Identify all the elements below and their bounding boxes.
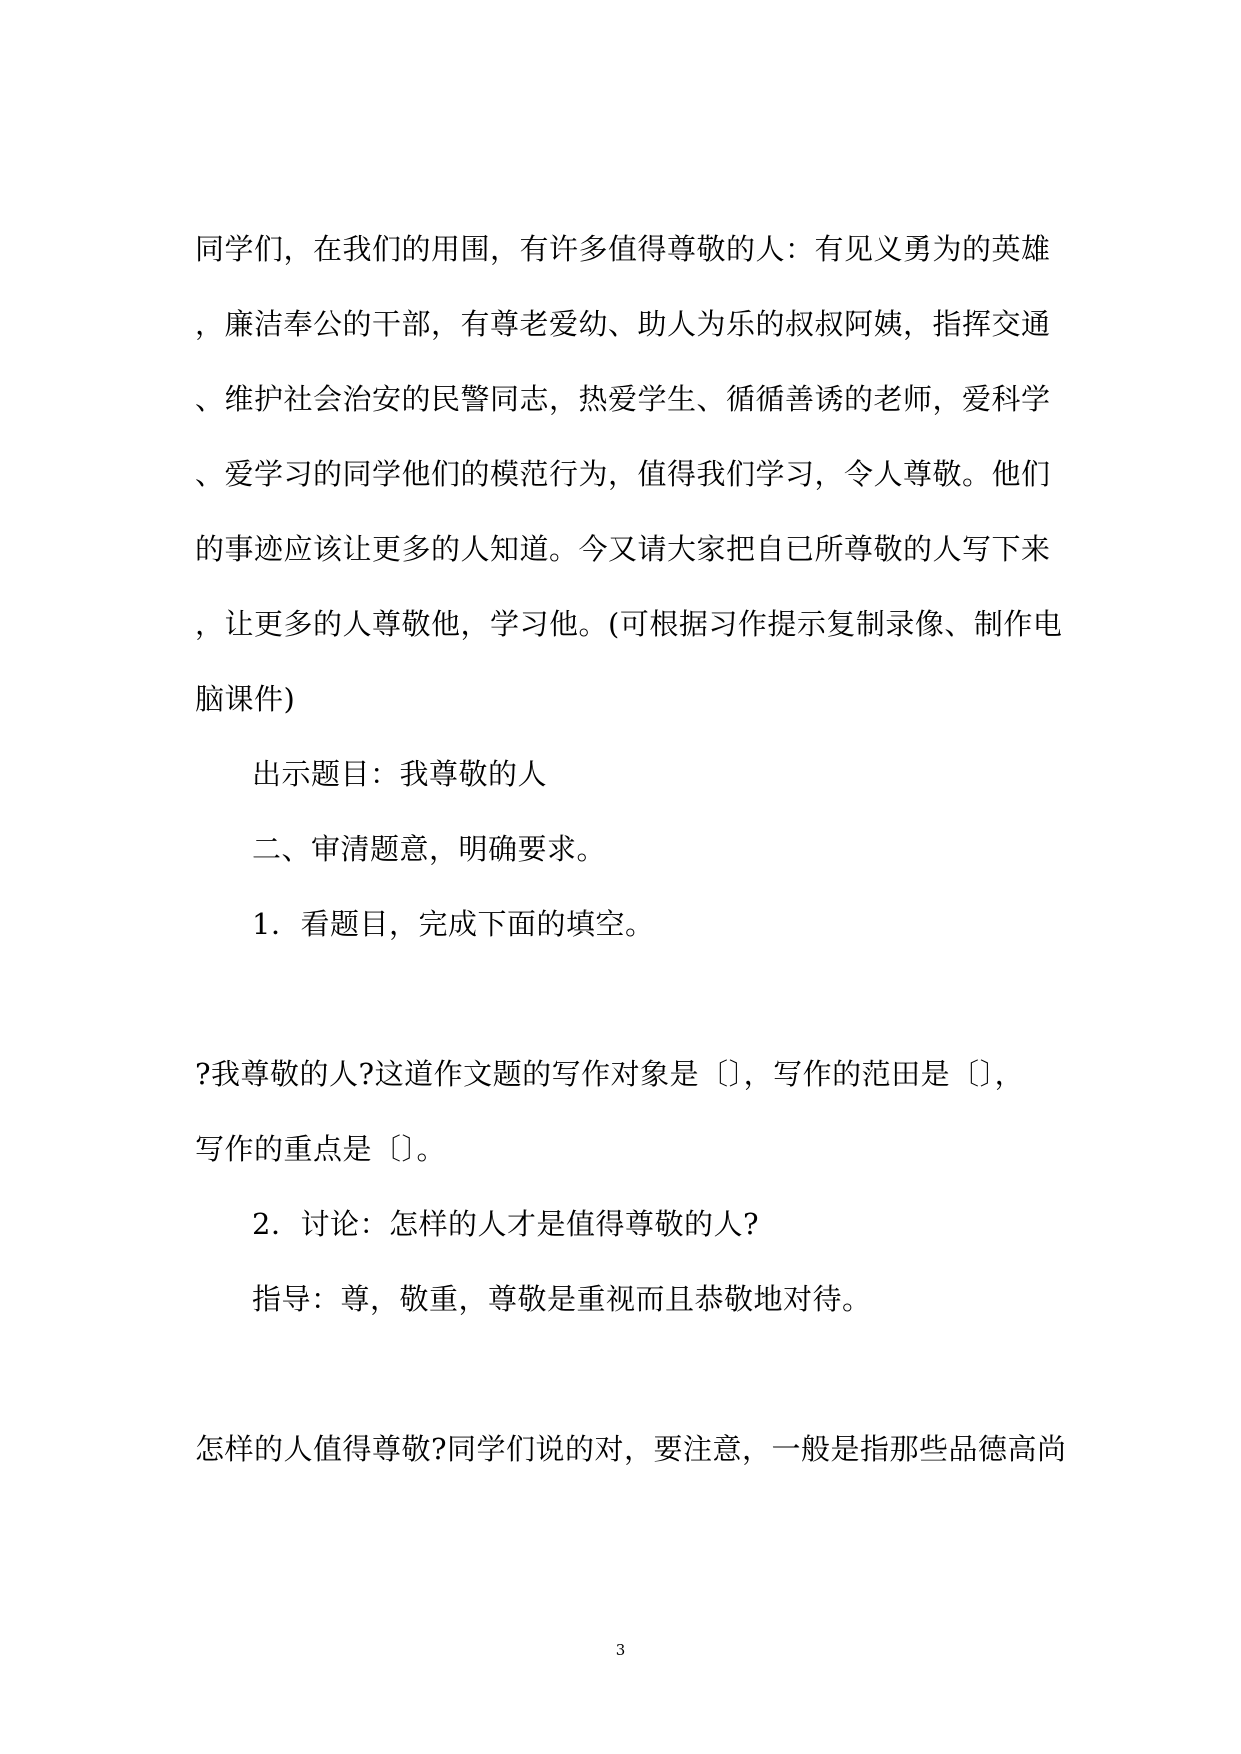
text-line: 出示题目：我尊敬的人	[252, 757, 548, 791]
text-line: ?我尊敬的人?这道作文题的写作对象是〔〕，写作的范田是〔〕，	[195, 1057, 1025, 1091]
text-line: 、爱学习的同学他们的模范行为，值得我们学习，令人尊敬。他们	[195, 457, 1051, 491]
text-line: 、维护社会治安的民警同志，热爱学生、循循善诱的老师，爱科学	[195, 382, 1051, 416]
text-line: 二、审清题意，明确要求。	[252, 832, 607, 866]
text-line: 同学们，在我们的用围，有许多值得尊敬的人：有见义勇为的英雄	[195, 232, 1051, 266]
text-line: 脑课件)	[195, 682, 296, 716]
text-line: 1．看题目，完成下面的填空。	[252, 907, 655, 941]
text-line: 写作的重点是〔〕。	[195, 1132, 447, 1166]
text-line: ，让更多的人尊敬他，学习他。(可根据习作提示复制录像、制作电	[195, 607, 1063, 641]
text-line: 2．讨论：怎样的人才是值得尊敬的人?	[252, 1207, 759, 1241]
text-line: 指导：尊，敬重，尊敬是重视而且恭敬地对待。	[252, 1282, 872, 1316]
text-line: ，廉洁奉公的干部，有尊老爱幼、助人为乐的叔叔阿姨，指挥交通	[195, 307, 1051, 341]
text-line: 的事迹应该让更多的人知道。今又请大家把自已所尊敬的人写下来	[195, 532, 1051, 566]
page-number: 3	[615, 1641, 626, 1659]
text-line: 怎样的人值得尊敬?同学们说的对，要注意，一般是指那些品德高尚	[195, 1432, 1067, 1466]
